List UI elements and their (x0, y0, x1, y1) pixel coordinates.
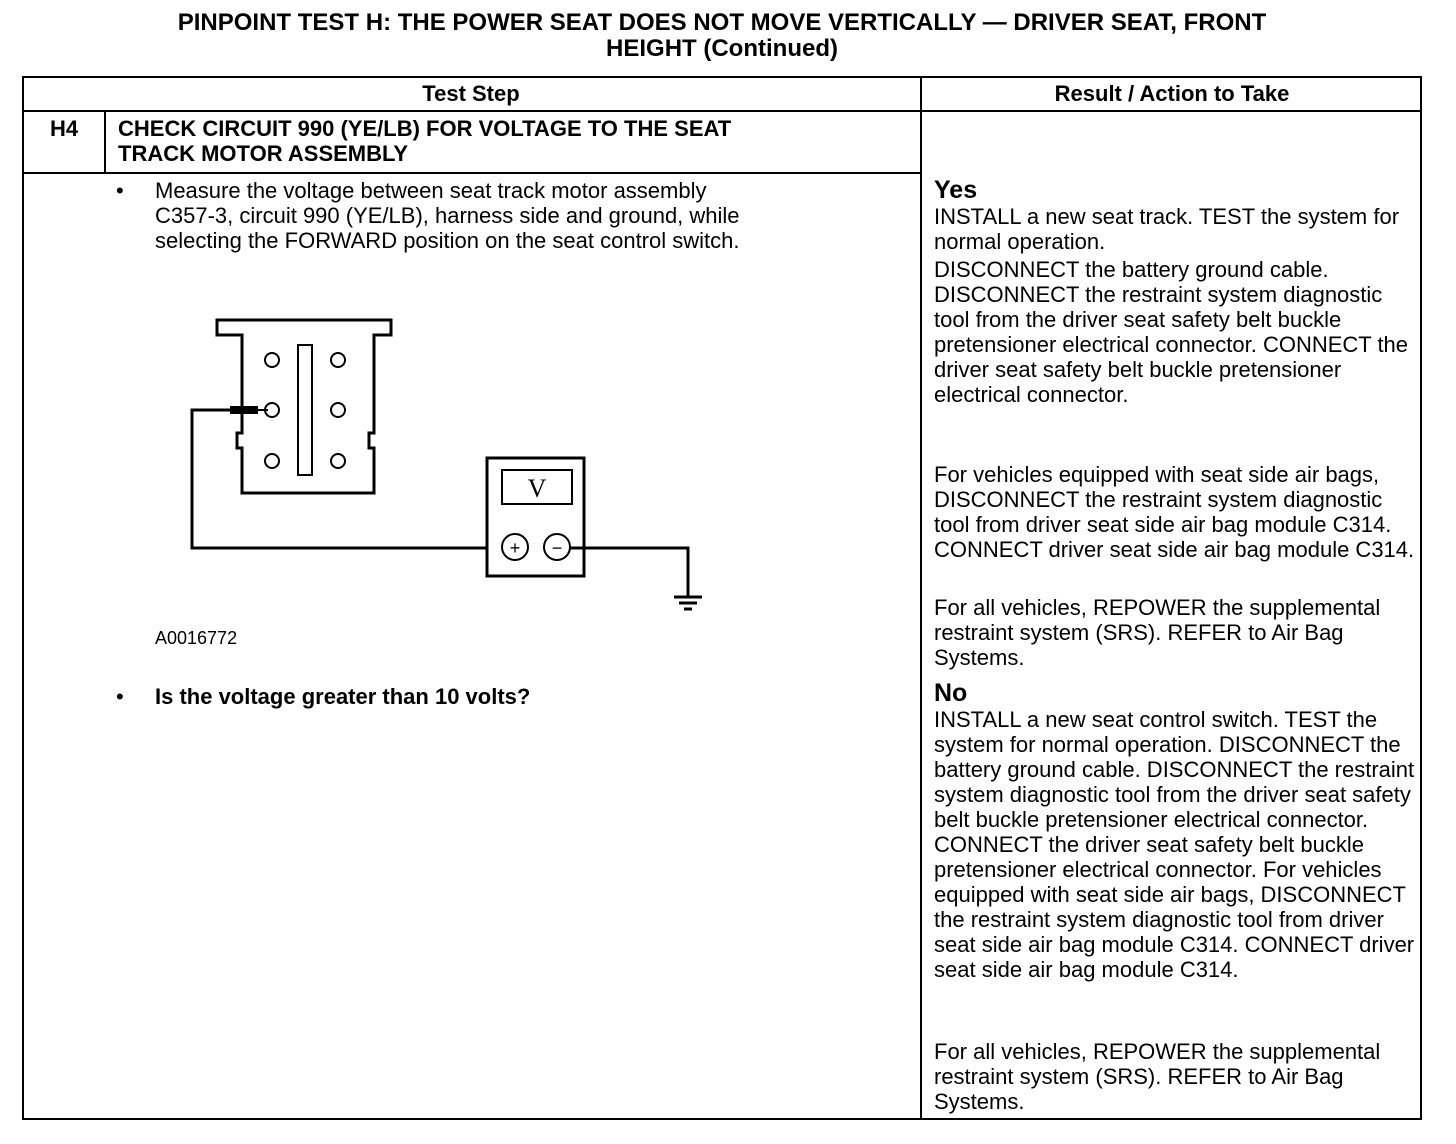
voltage-measurement-diagram (180, 315, 720, 615)
result-no-repower: For all vehicles, REPOWER the supplemental restraint system (SRS). REFER to Air Bag Systems. (934, 1039, 1381, 1114)
column-header-result: Result / Action to Take (1054, 81, 1290, 106)
test-question: Is the voltage greater than 10 volts? (155, 684, 531, 709)
step-id: H4 (49, 116, 79, 141)
negative-terminal-label: − (551, 538, 563, 558)
ground-symbol-icon (674, 597, 702, 609)
pin-hole (331, 403, 345, 417)
bullet-marker: • (116, 178, 124, 203)
measure-instruction-line3: selecting the FORWARD position on the seat control switch. (155, 228, 740, 253)
result-yes-label: Yes (934, 176, 978, 204)
bullet-marker: • (116, 684, 124, 709)
pin-hole (265, 353, 279, 367)
step-title-rule (22, 172, 922, 174)
positive-terminal-label: + (509, 538, 521, 558)
column-header-test-step: Test Step (422, 81, 520, 106)
result-yes-side-airbag: For vehicles equipped with seat side air bags, DISCONNECT the restraint system diagnostic tool from driver seat side air bag module C314. CONNECT driver seat side air bag module C314. (934, 462, 1415, 562)
result-yes-instruction: INSTALL a new seat track. TEST the system for normal operation. (934, 204, 1400, 254)
step-title-line1: CHECK CIRCUIT 990 (YE/LB) FOR VOLTAGE TO THE SEAT (118, 116, 732, 141)
result-yes (934, 177, 1422, 410)
column-divider (920, 76, 922, 1120)
page-title-line2: HEIGHT (Continued) (606, 35, 838, 62)
result-no (934, 680, 1422, 985)
measure-instruction-line1: Measure the voltage between seat track motor assembly (155, 178, 707, 203)
result-no-instruction: INSTALL a new seat control switch. TEST the system for normal operation. DISCONNECT the battery ground cable. DISCONNECT the restraint system diagnostic tool from the driver seat safety belt buckle pretensioner electrical connector. CONNECT the driver seat safety belt buckle pretensioner electrical connector. For vehicles equipped with seat side air bags, DISCONNECT the restraint system diagnostic tool from driver seat side air bag module C314. CONNECT driver seat side air bag module C314. (934, 707, 1415, 982)
ground-lead-wire (570, 548, 688, 597)
result-yes-repower: For all vehicles, REPOWER the supplemental restraint system (SRS). REFER to Air Bag Systems. (934, 595, 1381, 670)
pin-hole (331, 454, 345, 468)
voltmeter-display-label: V (527, 474, 547, 503)
result-yes-disconnect: DISCONNECT the battery ground cable. DISCONNECT the restraint system diagnostic tool from the driver seat safety belt buckle pretensioner electrical connector. CONNECT the driver seat safety belt buckle pretensioner electrical connector. (934, 257, 1409, 407)
measure-instruction-line2: C357-3, circuit 990 (YE/LB), harness side and ground, while (155, 203, 740, 228)
step-title-line2: TRACK MOTOR ASSEMBLY (118, 141, 409, 166)
step-title (118, 116, 898, 166)
test-probe (230, 406, 258, 414)
pin-hole (331, 353, 345, 367)
header-rule (22, 110, 1422, 112)
connector-key-slot (298, 345, 312, 475)
result-no-label: No (934, 679, 968, 707)
page-title (20, 10, 1424, 62)
pin-hole (265, 454, 279, 468)
page-title-line1: PINPOINT TEST H: THE POWER SEAT DOES NOT MOVE VERTICALLY — DRIVER SEAT, FRONT (177, 9, 1267, 36)
measure-instruction (155, 178, 895, 253)
figure-id: A0016772 (155, 628, 238, 648)
